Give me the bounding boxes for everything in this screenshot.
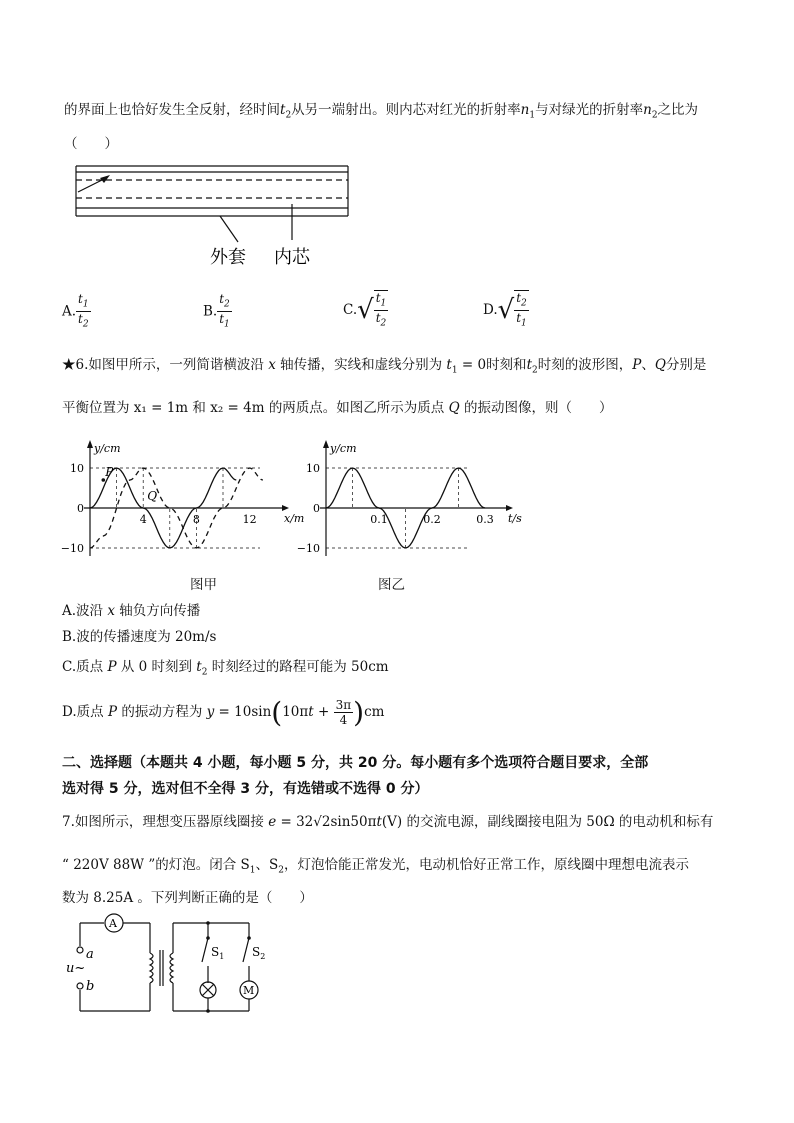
- y-tick-label: −10: [60, 542, 84, 555]
- x-arrow: [506, 505, 513, 511]
- fiber-label-outer: 外套: [210, 247, 246, 268]
- q7-line3: 数为 8.25A 。下列判断正确的是（ ）: [62, 890, 313, 906]
- x-tick-label: 12: [242, 513, 257, 526]
- x-tick-label: 8: [192, 513, 200, 526]
- q6-option-a: A.波沿 x 轴负方向传播: [62, 603, 201, 619]
- y-tick-label: 0: [77, 502, 84, 515]
- q5-line1: 的界面上也恰好发生全反射，经时间$t_2$从另一端射出。则内芯对红光的折射率$n_1$与对绿光的折射率$n_2$之比为: [64, 102, 699, 121]
- x-tick-label: 0.2: [423, 513, 441, 526]
- q5-option-c: C.√ $\frac{t_1}{t_2}$: [343, 291, 387, 329]
- y-arrow: [87, 440, 93, 448]
- x-tick-label: 4: [139, 513, 147, 526]
- q6-line1: ★6.如图甲所示，一列简谐横波沿 x 轴传播，实线和虚线分别为 $t_1 = 0$时刻和$t_2$时刻的波形图，P、Q分别是: [62, 357, 707, 376]
- x-tick-label: 0.1: [370, 513, 388, 526]
- q6-option-b: B.波的传播速度为 20m/s: [62, 629, 217, 645]
- section2-line1: 二、选择题（本题共 4 小题，每小题 5 分，共 20 分。每小题有多个选项符合题目要求，全部: [62, 755, 649, 771]
- section2-line2: 选对得 5 分，选对但不全得 3 分，有选错或不选得 0 分）: [62, 781, 429, 797]
- svg-text:M: M: [243, 984, 255, 997]
- svg-text:u~: u~: [66, 961, 86, 976]
- point-p-label: P: [105, 465, 114, 479]
- q5-option-b: B. $\frac{t_2}{t_1}$: [203, 292, 230, 330]
- x-axis-label: t/s: [508, 512, 522, 525]
- q5-option-a: A. $\frac{t_1}{t_2}$: [62, 292, 89, 330]
- y-tick-label: 0: [313, 502, 320, 515]
- y-tick-label: 10: [306, 462, 320, 475]
- svg-text:b: b: [86, 979, 95, 994]
- y-tick-label: −10: [296, 542, 320, 555]
- svg-text:S2: $S_2$: [252, 945, 266, 961]
- y-tick-label: 10: [70, 462, 84, 475]
- fiber-label-inner: 内芯: [274, 247, 310, 268]
- svg-text:S1: $S_1$: [211, 945, 225, 961]
- fig1-caption: 图甲: [190, 577, 217, 593]
- x-tick-label: 0.3: [476, 513, 494, 526]
- q7-line1: 7.如图所示，理想变压器原线圈接 e = 32√2sin50πt(V) 的交流电源，副线圈接电阻为 50Ω 的电动机和标有: [62, 814, 714, 830]
- point-q-label: Q: [147, 489, 158, 503]
- q7-line2: “ 220V 88W ”的灯泡。闭合 $S_1$、$S_2$，灯泡恰能正常发光，电动机恰好正常工作，原线圈中理想电流表示: [62, 857, 690, 876]
- point-p: [102, 478, 106, 482]
- y-axis-label: y/cm: [330, 442, 357, 455]
- y-axis-label: y/cm: [94, 442, 121, 455]
- svg-text:a: a: [86, 947, 94, 962]
- vibration-chart: [278, 428, 538, 573]
- x-axis-label: x/m: [284, 512, 305, 525]
- q5-blank: （ ）: [64, 136, 118, 152]
- fig2-caption: 图乙: [378, 577, 405, 593]
- y-arrow: [323, 440, 329, 448]
- fiber-figure: [70, 160, 360, 272]
- q5-option-d: D.√ $\frac{t_2}{t_1}$: [483, 291, 527, 329]
- wave-chart: [60, 428, 305, 573]
- transformer-circuit: [62, 908, 282, 1028]
- q6-line2: 平衡位置为 x₁ = 1m 和 x₂ = 4m 的两质点。如图乙所示为质点 Q 的振动图像，则（ ）: [62, 400, 613, 416]
- svg-text:A: A: [109, 917, 117, 930]
- q6-option-d: D.质点 P 的振动方程为 y = 10sin(10πt + $\frac{3\pi}{4}$ )cm: [62, 696, 385, 729]
- q6-option-c: C.质点 P 从 0 时刻到 $t_2$ 时刻经过的路程可能为 50cm: [62, 659, 389, 678]
